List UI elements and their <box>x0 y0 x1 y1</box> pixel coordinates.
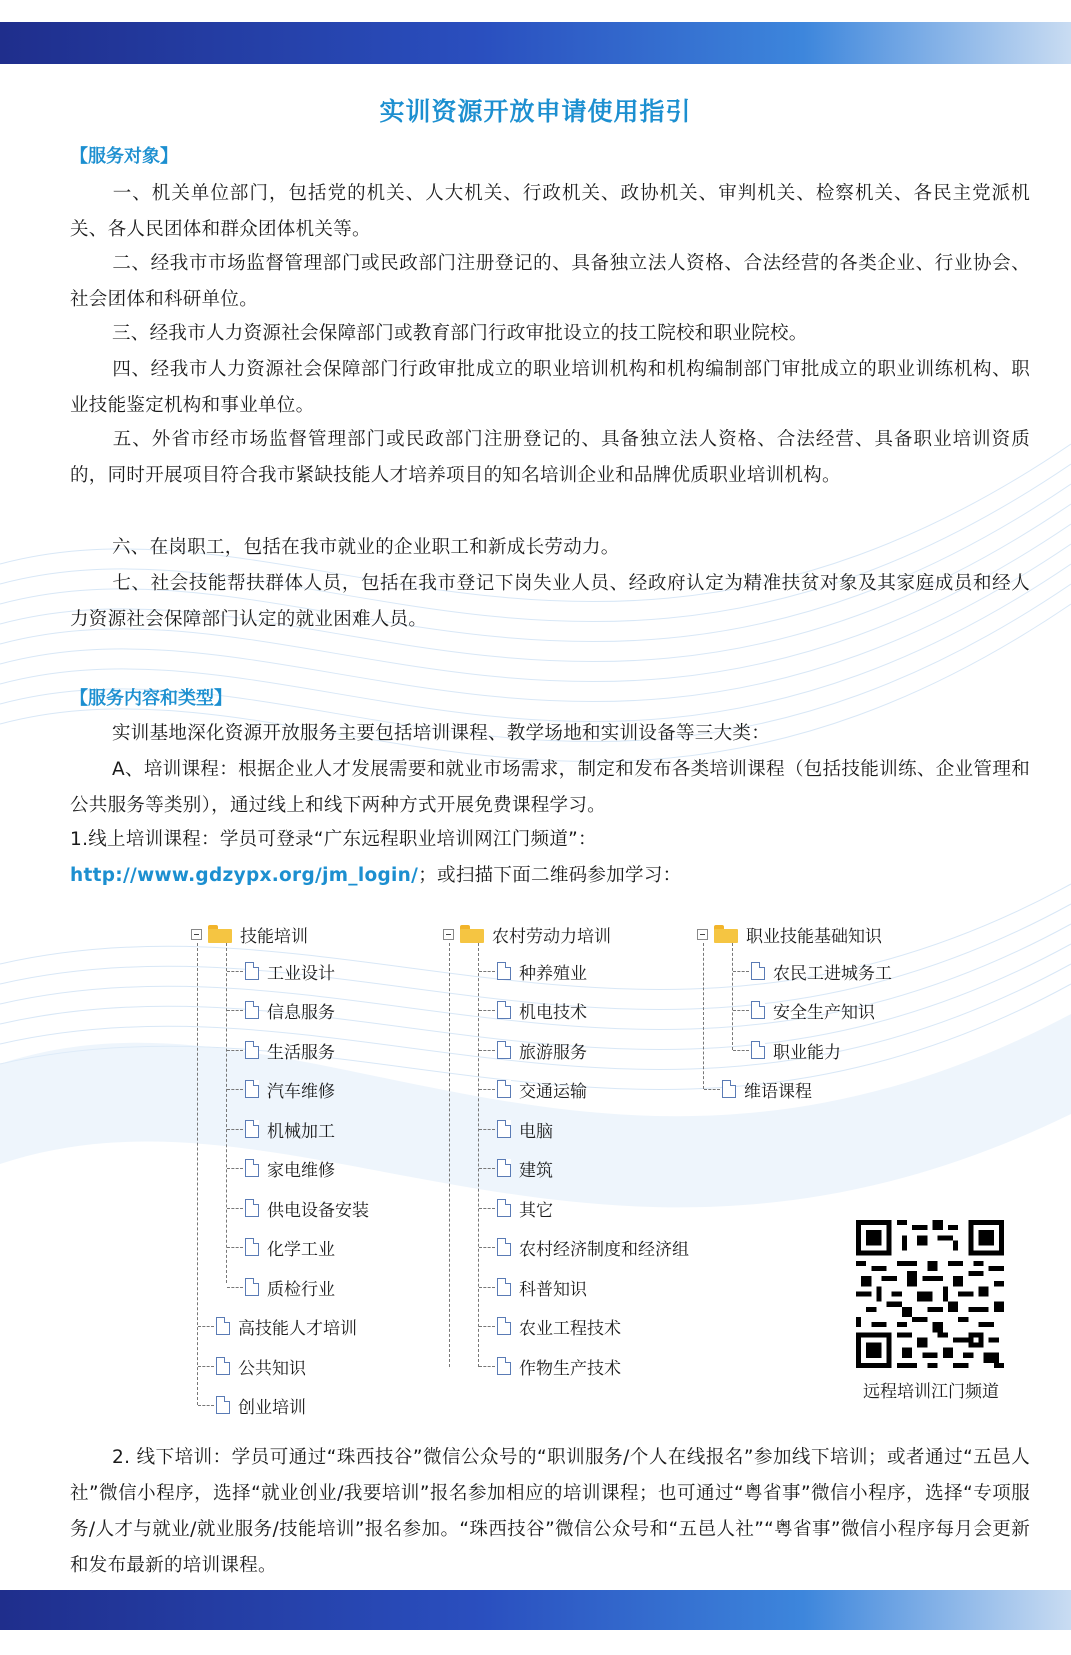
file-icon <box>245 1120 259 1138</box>
tree-node-leaf[interactable]: 作物生产技术 <box>497 1354 621 1378</box>
tree-node-leaf[interactable]: 公共知识 <box>216 1354 306 1378</box>
file-icon <box>751 962 765 980</box>
file-icon <box>245 1041 259 1059</box>
file-icon <box>497 1159 511 1177</box>
file-icon <box>497 1317 511 1335</box>
service-target-item-2: 二、经我市市场监督管理部门或民政部门注册登记的、具备独立法人资格、合法经营的各类企业、行业协会、社会团体和科研单位。 <box>70 253 1030 310</box>
file-icon <box>497 1080 511 1098</box>
tree-node-leaf[interactable]: 交通运输 <box>497 1077 587 1101</box>
file-icon <box>751 1001 765 1019</box>
tree-node-leaf[interactable]: 农民工进城务工 <box>751 959 892 983</box>
tree-node-leaf[interactable]: 其它 <box>497 1196 553 1220</box>
file-icon <box>497 1199 511 1217</box>
tree-node-root[interactable]: 农村劳动力培训 <box>443 922 611 946</box>
service-target-item-1: 一、机关单位部门，包括党的机关、人大机关、行政机关、政协机关、审判机关、检察机关、各民主党派机关、各人民团体和群众团体机关等。 <box>70 183 1030 240</box>
tree-node-leaf[interactable]: 种养殖业 <box>497 959 587 983</box>
file-icon <box>497 1238 511 1256</box>
tree-node-leaf[interactable]: 农村经济制度和经济组 <box>497 1235 689 1259</box>
file-icon <box>497 1278 511 1296</box>
file-icon <box>751 1041 765 1059</box>
tree-node-leaf[interactable]: 农业工程技术 <box>497 1314 621 1338</box>
tree-node-leaf[interactable]: 生活服务 <box>245 1038 335 1062</box>
training-course-paragraph: A、培训课程：根据企业人才发展需要和就业市场需求，制定和发布各类培训课程（包括技能训练、企业管理和公共服务等类别），通过线上和线下两种方式开展免费课程学习。 <box>70 759 1030 816</box>
collapse-icon[interactable] <box>697 929 708 940</box>
tree-node-leaf[interactable]: 高技能人才培训 <box>216 1314 357 1338</box>
file-icon <box>216 1357 230 1375</box>
tree-node-leaf[interactable]: 信息服务 <box>245 998 335 1022</box>
file-icon <box>497 1001 511 1019</box>
qr-code <box>856 1220 1004 1368</box>
folder-icon <box>460 925 484 943</box>
file-icon <box>245 1278 259 1296</box>
tree-node-leaf[interactable]: 建筑 <box>497 1156 553 1180</box>
tree-node-leaf[interactable]: 工业设计 <box>245 959 335 983</box>
tree-node-leaf[interactable]: 机械加工 <box>245 1117 335 1141</box>
page-title: 实训资源开放申请使用指引 <box>379 97 692 126</box>
tree-node-leaf[interactable]: 职业能力 <box>751 1038 841 1062</box>
tree-node-leaf[interactable]: 电脑 <box>497 1117 553 1141</box>
online-training-paragraph: 1.线上培训课程：学员可登录“广东远程职业培训网江门频道”： http://www.gdzypx.org/jm_login/；或扫描下面二维码参加学习： <box>70 829 682 886</box>
tree-node-leaf[interactable]: 化学工业 <box>245 1235 335 1259</box>
section-heading-service-content: 【服务内容和类型】 <box>70 688 232 709</box>
tree-node-leaf[interactable]: 机电技术 <box>497 998 587 1022</box>
tree-node-leaf[interactable]: 质检行业 <box>245 1275 335 1299</box>
tree-node-root[interactable]: 职业技能基础知识 <box>697 922 882 946</box>
service-target-item-6: 六、在岗职工，包括在我市就业的企业职工和新成长劳动力。 <box>112 537 620 558</box>
file-icon <box>245 1080 259 1098</box>
collapse-icon[interactable] <box>191 929 202 940</box>
tree-node-leaf[interactable]: 旅游服务 <box>497 1038 587 1062</box>
file-icon <box>497 962 511 980</box>
tree-node-leaf[interactable]: 科普知识 <box>497 1275 587 1299</box>
file-icon <box>245 1159 259 1177</box>
service-target-item-7: 七、社会技能帮扶群体人员，包括在我市登记下岗失业人员、经政府认定为精准扶贫对象及其家庭成员和经人力资源社会保障部门认定的就业困难人员。 <box>70 573 1030 630</box>
file-icon <box>497 1357 511 1375</box>
offline-training-paragraph: 2. 线下培训：学员可通过“珠西技谷”微信公众号的“职训服务/个人在线报名”参加线下培训；或者通过“五邑人社”微信小程序，选择“就业创业/我要培训”报名参加相应的培训课程；也可通过“粤省事”微信小程序，选择“专项服务/人才与就业/就业服务/技能培训”报名参加。“珠西技谷”微信公众号和“五邑人社”“粤省事”微信小程序每月会更新和发布最新的培训课程。 <box>70 1447 1030 1576</box>
tree-node-leaf[interactable]: 供电设备安装 <box>245 1196 369 1220</box>
file-icon <box>722 1080 736 1098</box>
folder-icon <box>208 925 232 943</box>
service-target-item-5: 五、外省市经市场监督管理部门或民政部门注册登记的、具备独立法人资格、合法经营、具备职业培训资质的，同时开展项目符合我市紧缺技能人才培养项目的知名培训企业和品牌优质职业培训机构。 <box>70 429 1030 486</box>
tree-node-root[interactable]: 技能培训 <box>191 922 308 946</box>
tree-node-leaf[interactable]: 汽车维修 <box>245 1077 335 1101</box>
file-icon <box>245 962 259 980</box>
tree-node-leaf[interactable]: 维语课程 <box>722 1077 812 1101</box>
collapse-icon[interactable] <box>443 929 454 940</box>
tree-node-leaf[interactable]: 安全生产知识 <box>751 998 875 1022</box>
section-heading-service-target: 【服务对象】 <box>70 146 178 167</box>
file-icon <box>245 1001 259 1019</box>
tree-node-leaf[interactable]: 家电维修 <box>245 1156 335 1180</box>
file-icon <box>245 1238 259 1256</box>
file-icon <box>216 1396 230 1414</box>
file-icon <box>497 1120 511 1138</box>
service-content-intro: 实训基地深化资源开放服务主要包括培训课程、教学场地和实训设备等三大类： <box>112 723 771 744</box>
qr-caption: 远程培训江门频道 <box>863 1382 999 1402</box>
file-icon <box>497 1041 511 1059</box>
service-target-item-4: 四、经我市人力资源社会保障部门行政审批成立的职业培训机构和机构编制部门审批成立的职业训练机构、职业技能鉴定机构和事业单位。 <box>70 359 1030 416</box>
file-icon <box>245 1199 259 1217</box>
file-icon <box>216 1317 230 1335</box>
online-training-link[interactable]: http://www.gdzypx.org/jm_login/ <box>70 865 419 886</box>
service-target-item-3: 三、经我市人力资源社会保障部门或教育部门行政审批设立的技工院校和职业院校。 <box>112 323 808 344</box>
folder-icon <box>714 925 738 943</box>
tree-node-leaf[interactable]: 创业培训 <box>216 1393 306 1417</box>
